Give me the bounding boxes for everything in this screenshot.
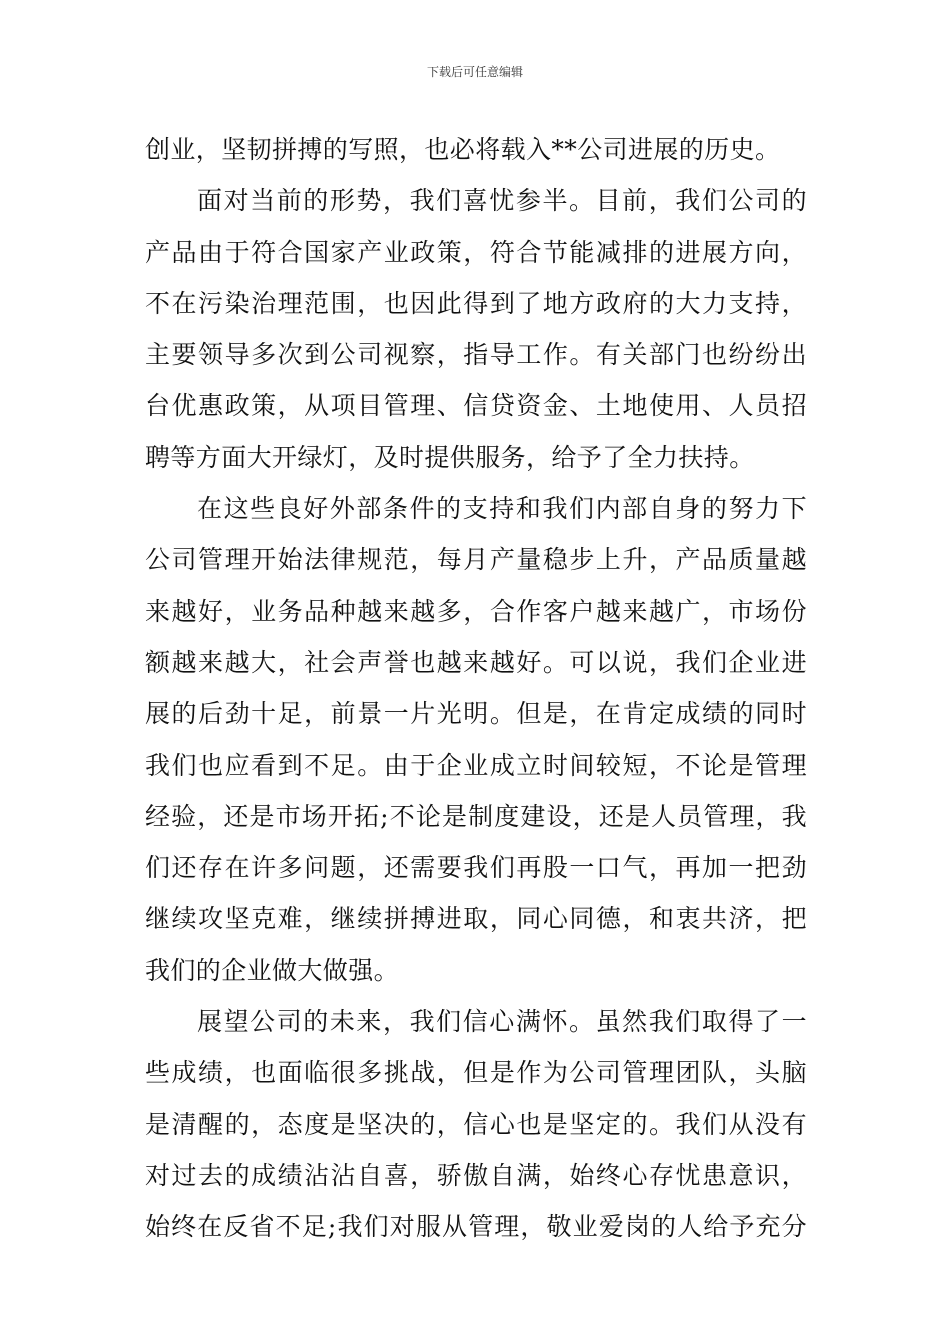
text-line: 创业，坚韧拼搏的写照，也必将载入**公司进展的历史。 bbox=[145, 135, 781, 164]
text-line: 始终在反省不足;我们对服从管理，敬业爱岗的人给予充分 bbox=[145, 1212, 807, 1242]
text-line: 是清醒的，态度是坚决的，信心也是坚定的。我们从没有 bbox=[145, 1109, 807, 1139]
text-line: 不在污染治理范围，也因此得到了地方政府的大力支持， bbox=[145, 288, 807, 318]
text-line: 经验，还是市场开拓;不论是制度建设，还是人员管理，我 bbox=[145, 801, 807, 831]
page-header: 下载后可任意编辑 bbox=[426, 65, 523, 79]
text-line: 台优惠政策，从项目管理、信贷资金、土地使用、人员招 bbox=[145, 391, 807, 421]
paragraph-first-line: 在这些良好外部条件的支持和我们内部自身的努力下 bbox=[197, 494, 807, 524]
text-line: 我们也应看到不足。由于企业成立时间较短，不论是管理 bbox=[145, 750, 807, 780]
paragraph-first-line: 展望公司的未来，我们信心满怀。虽然我们取得了一 bbox=[197, 1007, 807, 1037]
text-line: 来越好，业务品种越来越多，合作客户越来越广，市场份 bbox=[145, 596, 807, 626]
text-line: 聘等方面大开绿灯，及时提供服务，给予了全力扶持。 bbox=[145, 442, 755, 472]
text-line: 继续攻坚克难，继续拼搏进取，同心同德，和衷共济，把 bbox=[145, 904, 807, 934]
text-line: 公司管理开始法律规范，每月产量稳步上升，产品质量越 bbox=[145, 545, 807, 575]
text-line: 些成绩，也面临很多挑战，但是作为公司管理团队，头脑 bbox=[145, 1058, 807, 1088]
text-line: 对过去的成绩沾沾自喜，骄傲自满，始终心存忧患意识， bbox=[145, 1160, 807, 1190]
text-line: 产品由于符合国家产业政策，符合节能减排的进展方向， bbox=[145, 237, 807, 267]
paragraph-first-line: 面对当前的形势，我们喜忧参半。目前，我们公司的 bbox=[197, 186, 807, 216]
text-line: 主要领导多次到公司视察，指导工作。有关部门也纷纷出 bbox=[145, 340, 807, 370]
text-line: 我们的企业做大做强。 bbox=[145, 955, 400, 985]
text-line: 展的后劲十足，前景一片光明。但是，在肯定成绩的同时 bbox=[145, 699, 807, 729]
body-text bbox=[145, 128, 807, 1257]
text-line: 们还存在许多问题，还需要我们再股一口气，再加一把劲 bbox=[145, 853, 807, 883]
text-line: 额越来越大，社会声誉也越来越好。可以说，我们企业进 bbox=[145, 647, 807, 677]
